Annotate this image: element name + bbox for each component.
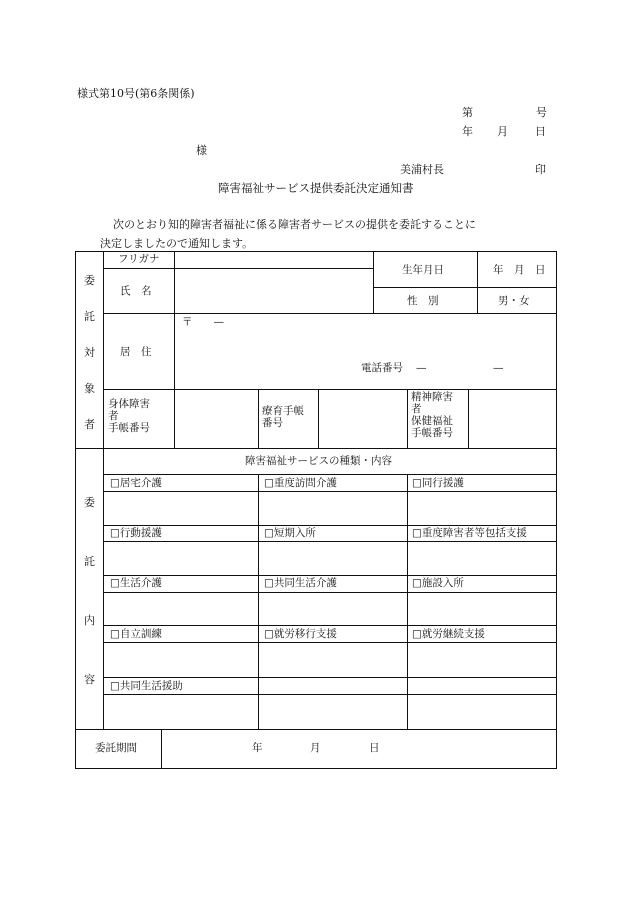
service-option[interactable]: □居宅介護 xyxy=(110,477,162,489)
form-number: 様式第10号(第6条関係) xyxy=(77,87,195,100)
period-day: 日 xyxy=(369,742,380,754)
address-label: 居 住 xyxy=(120,346,152,358)
service-option[interactable]: □短期入所 xyxy=(264,527,316,539)
service-option[interactable]: □共同生活援助 xyxy=(110,680,183,692)
service-option[interactable]: □自立訓練 xyxy=(110,628,162,640)
services-header: 障害福祉サービスの種類・内容 xyxy=(245,455,392,467)
date-month-label: 月 xyxy=(497,125,508,138)
service-option[interactable]: □共同生活介護 xyxy=(264,577,337,589)
service-option[interactable]: □就労移行支援 xyxy=(264,628,337,640)
date-day-label: 日 xyxy=(535,125,546,138)
furigana-label: フリガナ xyxy=(118,253,160,265)
service-option[interactable]: □生活介護 xyxy=(110,577,162,589)
subject-section-char-4: 象 xyxy=(84,382,95,395)
period-month: 月 xyxy=(310,742,321,754)
birthdate-label: 生年月日 xyxy=(402,264,444,276)
phone-label: 電話番号 xyxy=(361,362,403,374)
subject-section-char-1: 委 xyxy=(84,274,95,287)
issuer-name: 美浦村長 xyxy=(400,163,444,176)
subject-section-char-3: 対 xyxy=(84,346,95,359)
number-label-dai: 第 xyxy=(462,106,473,119)
service-option[interactable]: □施設入所 xyxy=(412,577,464,589)
content-section-char-2: 託 xyxy=(84,555,95,568)
phone-dash-2: — xyxy=(493,362,504,374)
service-option[interactable]: □同行援護 xyxy=(412,477,464,489)
period-label: 委託期間 xyxy=(95,742,137,754)
content-section-char-4: 容 xyxy=(84,673,95,686)
postal-code-mark: 〒 — xyxy=(182,316,224,328)
service-option[interactable]: □重度訪問介護 xyxy=(264,477,337,489)
service-option[interactable]: □行動援護 xyxy=(110,527,162,539)
physical-disability-cert-label: 身体障害 者 手帳番号 xyxy=(108,398,150,434)
body-line-1: 次のとおり知的障害者福祉に係る障害者サービスの提供を委託することに xyxy=(113,218,476,231)
seal-label: 印 xyxy=(535,163,546,176)
gender-value: 男・女 xyxy=(498,295,530,307)
name-label: 氏 名 xyxy=(120,285,152,297)
mental-health-cert-label: 精神障害 者 保健福祉 手帳番号 xyxy=(411,391,453,439)
service-option[interactable]: □重度障害者等包括支援 xyxy=(412,527,527,539)
subject-section-char-5: 者 xyxy=(84,418,95,431)
date-year-label: 年 xyxy=(462,125,473,138)
number-label-go: 号 xyxy=(536,106,547,119)
subject-section-char-2: 託 xyxy=(84,310,95,323)
content-section-char-1: 委 xyxy=(84,496,95,509)
addressee-suffix: 様 xyxy=(196,144,207,157)
content-section-char-3: 内 xyxy=(84,614,95,627)
rehabilitation-cert-label: 療育手帳 番号 xyxy=(262,405,304,429)
document-title: 障害福祉サービス提供委託決定通知書 xyxy=(218,181,414,195)
period-year: 年 xyxy=(252,742,263,754)
phone-dash-1: — xyxy=(416,362,427,374)
birthdate-value: 年 月 日 xyxy=(493,264,546,276)
body-line-2: 決定しましたので通知します。 xyxy=(100,237,254,250)
gender-label: 性 別 xyxy=(407,295,439,307)
service-option[interactable]: □就労継続支援 xyxy=(412,628,485,640)
